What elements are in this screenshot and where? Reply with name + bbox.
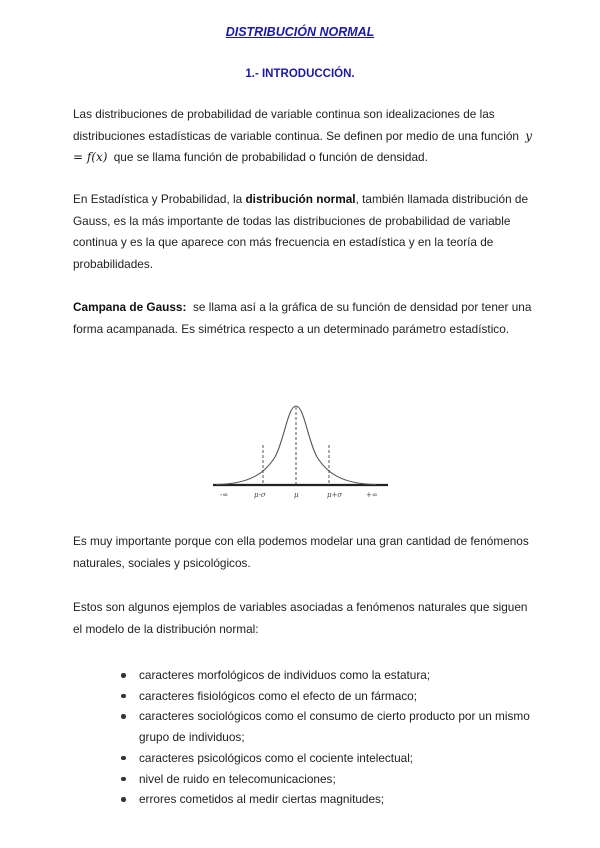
list-item: nivel de ruido en telecomunicaciones;	[116, 769, 536, 790]
list-item: caracteres sociológicos como el consumo de cierto producto por un mismo grupo de individuos;	[116, 706, 536, 747]
normal-text-before: En Estadística y Probabilidad, la	[73, 192, 243, 206]
list-item: caracteres fisiológicos como el efecto de un fármaco;	[116, 686, 536, 707]
importance-paragraph: Es muy importante porque con ella podemos modelar una gran cantidad de fenómenos naturales, sociales y psicológicos.	[73, 534, 529, 570]
normal-distribution-paragraph	[73, 189, 533, 275]
examples-list	[116, 665, 536, 810]
gauss-bold-term: Campana de Gauss:	[73, 300, 187, 314]
intro-text-after: que se llama función de probabilidad o función de densidad.	[113, 150, 428, 164]
gauss-bell-curve-figure	[210, 395, 390, 505]
section-heading: 1.- INTRODUCCIÓN.	[245, 68, 355, 80]
list-item: caracteres psicológicos como el cociente intelectual;	[116, 748, 536, 769]
intro-text-before: Las distribuciones de probabilidad de variable continua son idealizaciones de las distribuciones estadísticas de variable continua. Se definen por medio de una función	[73, 107, 519, 143]
label-minus-infinity: -∞	[220, 491, 229, 499]
list-item: caracteres morfológicos de individuos como la estatura;	[116, 665, 536, 686]
normal-bold-term: distribución normal	[245, 192, 356, 206]
gauss-text-after: se llama así a la gráfica de su función de densidad por tener una forma acampanada. Es simétrica respecto a un determinado parámetro estadístico.	[73, 300, 532, 336]
label-mu-plus-sigma: μ+σ	[327, 491, 343, 499]
label-plus-infinity: +∞	[366, 491, 378, 499]
intro-paragraph	[73, 104, 533, 169]
normal-text-after: , también llamada distribución de Gauss, es la más importante de todas las distribuciones de probabilidad de variable continua y es la que aparece con más frecuencia en estadística y en la teoría de probabilidades.	[73, 192, 529, 271]
density-formula: y = f(x)	[73, 128, 533, 164]
list-item: errores cometidos al medir ciertas magnitudes;	[116, 789, 536, 810]
label-mu-minus-sigma: μ-σ	[254, 491, 266, 499]
examples-intro-paragraph: Estos son algunos ejemplos de variables asociadas a fenómenos naturales que siguen el modelo de la distribución normal:	[73, 600, 528, 636]
label-mu: μ	[294, 491, 299, 499]
gauss-bell-paragraph	[73, 297, 533, 340]
page-title: DISTRIBUCIÓN NORMAL	[225, 25, 375, 39]
